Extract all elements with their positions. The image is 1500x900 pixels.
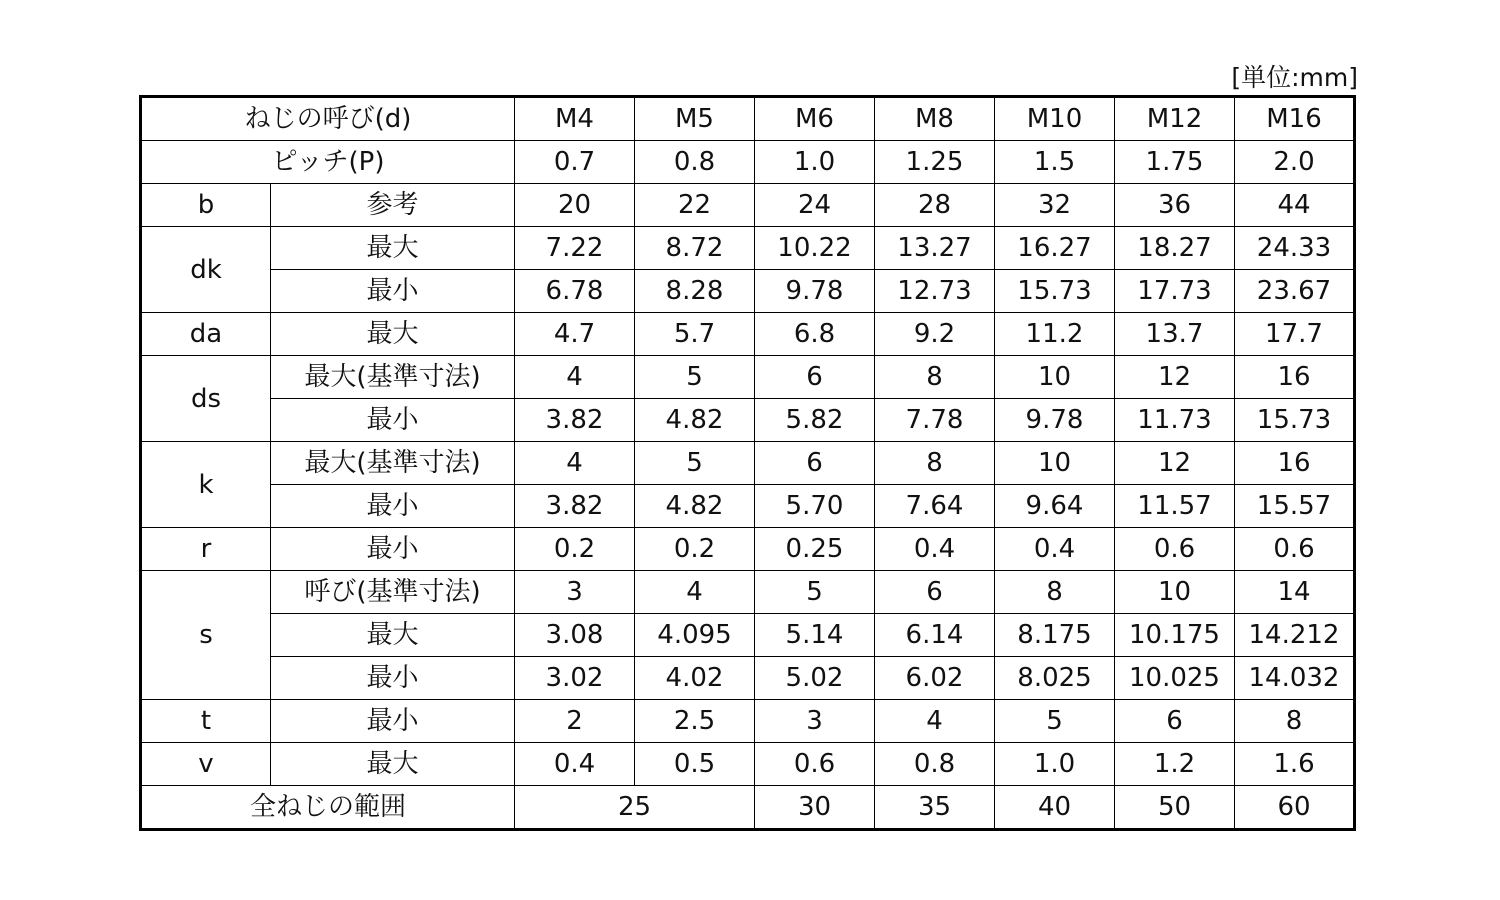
value-cell: 28 [875,184,995,227]
value-cell: 9.64 [995,485,1115,528]
full-thread-value-cell: 30 [755,786,875,830]
value-cell: 14.032 [1235,657,1355,700]
dimension-type-cell: 最大(基準寸法) [271,356,515,399]
value-cell: 32 [995,184,1115,227]
value-cell: 7.22 [515,227,635,270]
dimension-symbol-cell: ds [141,356,271,442]
full-thread-row [141,786,1355,830]
dimension-type-cell: 最小 [271,657,515,700]
dimension-type-cell: 最小 [271,700,515,743]
value-cell: 17.7 [1235,313,1355,356]
value-cell: 5 [635,356,755,399]
dimension-symbol-cell: dk [141,227,271,313]
pitch-value-cell: 1.25 [875,141,995,184]
value-cell: 9.2 [875,313,995,356]
value-cell: 4 [515,356,635,399]
pitch-value-cell: 0.8 [635,141,755,184]
dimension-symbol-cell: r [141,528,271,571]
value-cell: 10.22 [755,227,875,270]
dimension-type-cell: 最小 [271,270,515,313]
value-cell: 8.025 [995,657,1115,700]
value-cell: 15.57 [1235,485,1355,528]
value-cell: 10 [995,442,1115,485]
value-cell: 14 [1235,571,1355,614]
size-header-cell: M12 [1115,97,1235,141]
value-cell: 5.7 [635,313,755,356]
value-cell: 8.72 [635,227,755,270]
value-cell: 8.175 [995,614,1115,657]
value-cell: 6 [755,442,875,485]
table-row [141,442,1355,485]
value-cell: 6.14 [875,614,995,657]
value-cell: 16.27 [995,227,1115,270]
value-cell: 23.67 [1235,270,1355,313]
size-header-cell: M8 [875,97,995,141]
value-cell: 9.78 [995,399,1115,442]
value-cell: 1.2 [1115,743,1235,786]
value-cell: 24 [755,184,875,227]
pitch-row [141,141,1355,184]
value-cell: 0.8 [875,743,995,786]
value-cell: 22 [635,184,755,227]
value-cell: 4.02 [635,657,755,700]
value-cell: 5 [755,571,875,614]
size-header-cell: M4 [515,97,635,141]
value-cell: 15.73 [1235,399,1355,442]
value-cell: 4.82 [635,485,755,528]
value-cell: 0.2 [635,528,755,571]
value-cell: 20 [515,184,635,227]
table-row [141,184,1355,227]
value-cell: 3.82 [515,399,635,442]
value-cell: 2.5 [635,700,755,743]
table-row [141,270,1355,313]
table-row [141,485,1355,528]
table-row [141,356,1355,399]
value-cell: 10 [995,356,1115,399]
value-cell: 0.4 [875,528,995,571]
value-cell: 0.6 [755,743,875,786]
value-cell: 12.73 [875,270,995,313]
table-row [141,571,1355,614]
value-cell: 24.33 [1235,227,1355,270]
pitch-value-cell: 1.0 [755,141,875,184]
value-cell: 1.6 [1235,743,1355,786]
value-cell: 11.57 [1115,485,1235,528]
value-cell: 10 [1115,571,1235,614]
dimension-type-cell: 呼び(基準寸法) [271,571,515,614]
table-row [141,700,1355,743]
value-cell: 17.73 [1115,270,1235,313]
value-cell: 5.02 [755,657,875,700]
value-cell: 0.5 [635,743,755,786]
size-header-cell: M16 [1235,97,1355,141]
value-cell: 8.28 [635,270,755,313]
value-cell: 10.175 [1115,614,1235,657]
value-cell: 3.08 [515,614,635,657]
value-cell: 16 [1235,356,1355,399]
header-row [141,97,1355,141]
value-cell: 0.2 [515,528,635,571]
size-header-cell: M6 [755,97,875,141]
full-thread-value-cell: 35 [875,786,995,830]
table-row [141,399,1355,442]
pitch-value-cell: 1.75 [1115,141,1235,184]
full-thread-value-cell: 50 [1115,786,1235,830]
value-cell: 9.78 [755,270,875,313]
value-cell: 4 [515,442,635,485]
value-cell: 7.64 [875,485,995,528]
value-cell: 11.73 [1115,399,1235,442]
table-row [141,657,1355,700]
value-cell: 6 [875,571,995,614]
value-cell: 15.73 [995,270,1115,313]
full-thread-value-cell: 25 [515,786,755,830]
value-cell: 16 [1235,442,1355,485]
table-row [141,227,1355,270]
pitch-value-cell: 2.0 [1235,141,1355,184]
value-cell: 4.095 [635,614,755,657]
dimension-type-cell: 最大 [271,614,515,657]
value-cell: 6.8 [755,313,875,356]
dimension-symbol-cell: k [141,442,271,528]
pitch-label-cell: ピッチ(P) [141,141,515,184]
table-body [141,97,1355,830]
value-cell: 5.70 [755,485,875,528]
full-thread-label-cell: 全ねじの範囲 [141,786,515,830]
value-cell: 5 [995,700,1115,743]
value-cell: 13.7 [1115,313,1235,356]
value-cell: 0.6 [1235,528,1355,571]
pitch-value-cell: 0.7 [515,141,635,184]
dimension-type-cell: 最小 [271,528,515,571]
value-cell: 5.14 [755,614,875,657]
value-cell: 4 [875,700,995,743]
value-cell: 2 [515,700,635,743]
value-cell: 3 [515,571,635,614]
table-row [141,614,1355,657]
value-cell: 8 [875,442,995,485]
value-cell: 4.7 [515,313,635,356]
value-cell: 4.82 [635,399,755,442]
header-label-cell: ねじの呼び(d) [141,97,515,141]
dimension-symbol-cell: da [141,313,271,356]
dimension-type-cell: 最大 [271,743,515,786]
dimension-symbol-cell: s [141,571,271,700]
value-cell: 44 [1235,184,1355,227]
value-cell: 5 [635,442,755,485]
value-cell: 0.4 [995,528,1115,571]
value-cell: 0.6 [1115,528,1235,571]
value-cell: 13.27 [875,227,995,270]
value-cell: 3.02 [515,657,635,700]
dimension-symbol-cell: v [141,743,271,786]
value-cell: 6 [1115,700,1235,743]
value-cell: 3.82 [515,485,635,528]
dimension-type-cell: 参考 [271,184,515,227]
value-cell: 5.82 [755,399,875,442]
value-cell: 8 [1235,700,1355,743]
size-header-cell: M10 [995,97,1115,141]
value-cell: 36 [1115,184,1235,227]
value-cell: 3 [755,700,875,743]
value-cell: 6 [755,356,875,399]
table-row [141,528,1355,571]
pitch-value-cell: 1.5 [995,141,1115,184]
size-header-cell: M5 [635,97,755,141]
dimension-symbol-cell: t [141,700,271,743]
screw-dimension-table [139,95,1356,831]
dimension-type-cell: 最小 [271,399,515,442]
value-cell: 12 [1115,442,1235,485]
dimension-symbol-cell: b [141,184,271,227]
value-cell: 18.27 [1115,227,1235,270]
table-row [141,313,1355,356]
value-cell: 12 [1115,356,1235,399]
value-cell: 1.0 [995,743,1115,786]
dimension-type-cell: 最大(基準寸法) [271,442,515,485]
full-thread-value-cell: 40 [995,786,1115,830]
dimension-type-cell: 最小 [271,485,515,528]
unit-label: [単位:mm] [1231,63,1358,92]
value-cell: 7.78 [875,399,995,442]
table-row [141,743,1355,786]
value-cell: 0.4 [515,743,635,786]
value-cell: 4 [635,571,755,614]
value-cell: 11.2 [995,313,1115,356]
value-cell: 6.78 [515,270,635,313]
value-cell: 8 [995,571,1115,614]
value-cell: 6.02 [875,657,995,700]
value-cell: 14.212 [1235,614,1355,657]
value-cell: 8 [875,356,995,399]
value-cell: 0.25 [755,528,875,571]
dimension-type-cell: 最大 [271,227,515,270]
value-cell: 10.025 [1115,657,1235,700]
full-thread-value-cell: 60 [1235,786,1355,830]
dimension-type-cell: 最大 [271,313,515,356]
